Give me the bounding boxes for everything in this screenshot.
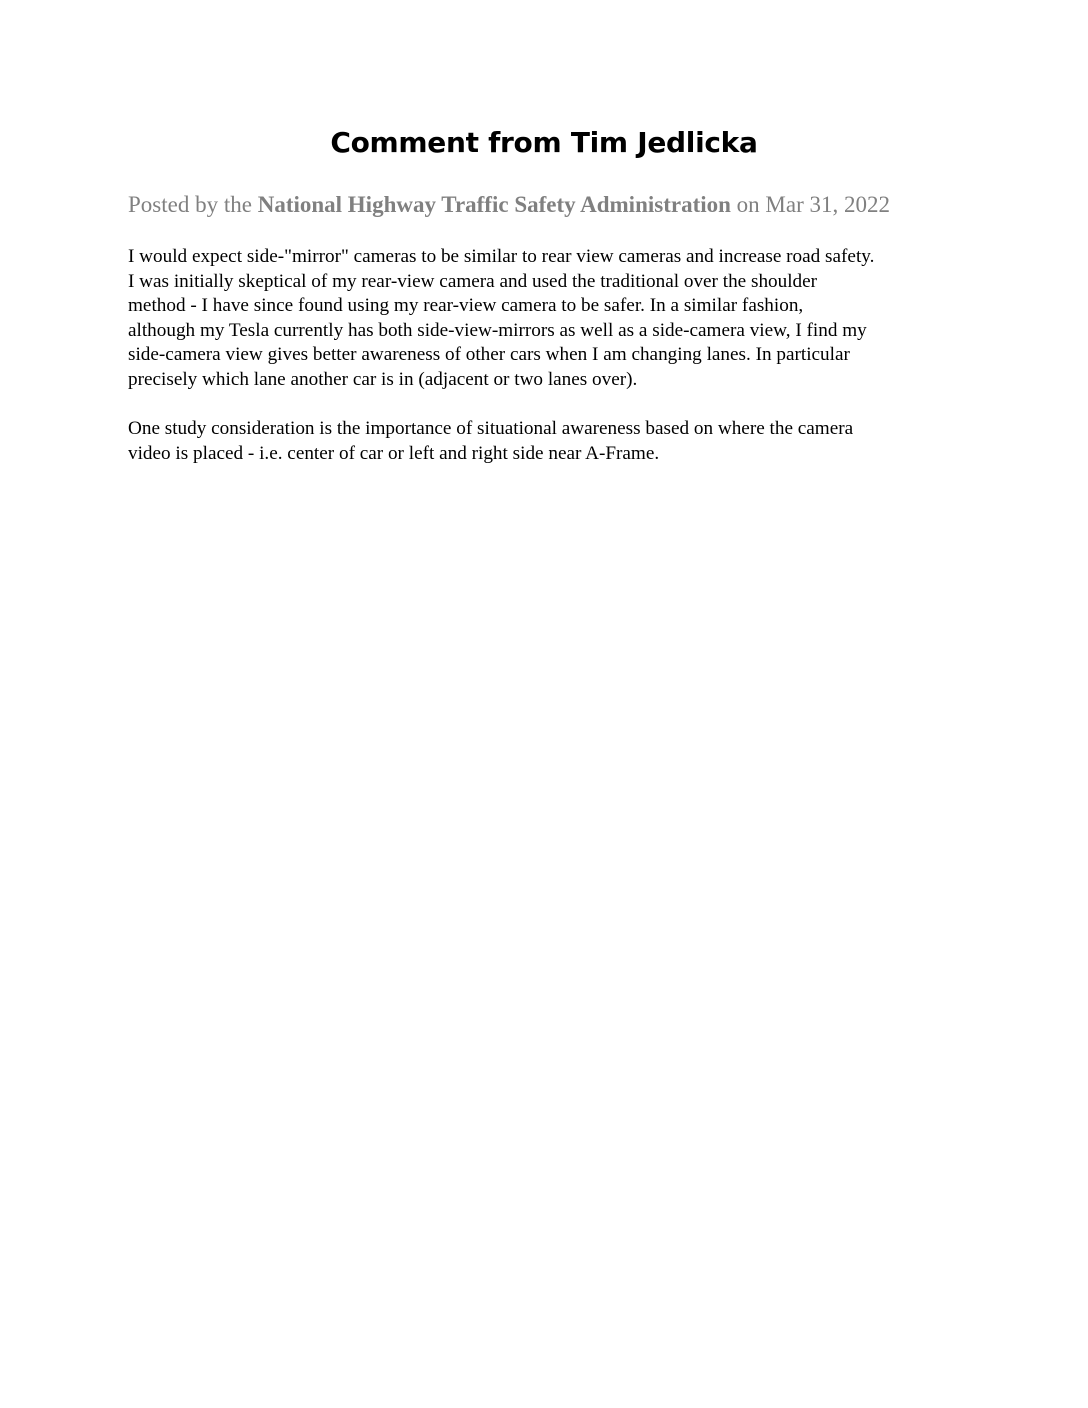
agency-name: National Highway Traffic Safety Administration bbox=[257, 192, 731, 217]
paragraph-line: I was initially skeptical of my rear-view camera and used the traditional over the shoulder bbox=[128, 270, 818, 292]
paragraph-line: I would expect side-"mirror" cameras to be similar to rear view cameras and increase road safety. bbox=[128, 246, 875, 267]
comment-paragraph-2 bbox=[128, 417, 978, 466]
paragraph-line: precisely which lane another car is in (adjacent or two lanes over). bbox=[128, 368, 638, 390]
comment-paragraph-1 bbox=[128, 245, 978, 393]
paragraph-line: side-camera view gives better awareness of other cars when I am changing lanes. In particular bbox=[128, 344, 850, 366]
paragraph-line: video is placed - i.e. center of car or left and right side near A-Frame. bbox=[128, 442, 660, 464]
document-title: Comment from Tim Jedlicka bbox=[330, 126, 758, 159]
paragraph-line: One study consideration is the importance of situational awareness based on where the camera bbox=[128, 418, 854, 439]
posted-date: on Mar 31, 2022 bbox=[736, 192, 890, 217]
paragraph-line: method - I have since found using my rear-view camera to be safer. In a similar fashion, bbox=[128, 295, 804, 317]
paragraph-line: although my Tesla currently has both side-view-mirrors as well as a side-camera view, I find my bbox=[128, 319, 867, 341]
posted-by-line bbox=[128, 192, 968, 218]
byline-prefix: Posted by the bbox=[128, 192, 252, 217]
